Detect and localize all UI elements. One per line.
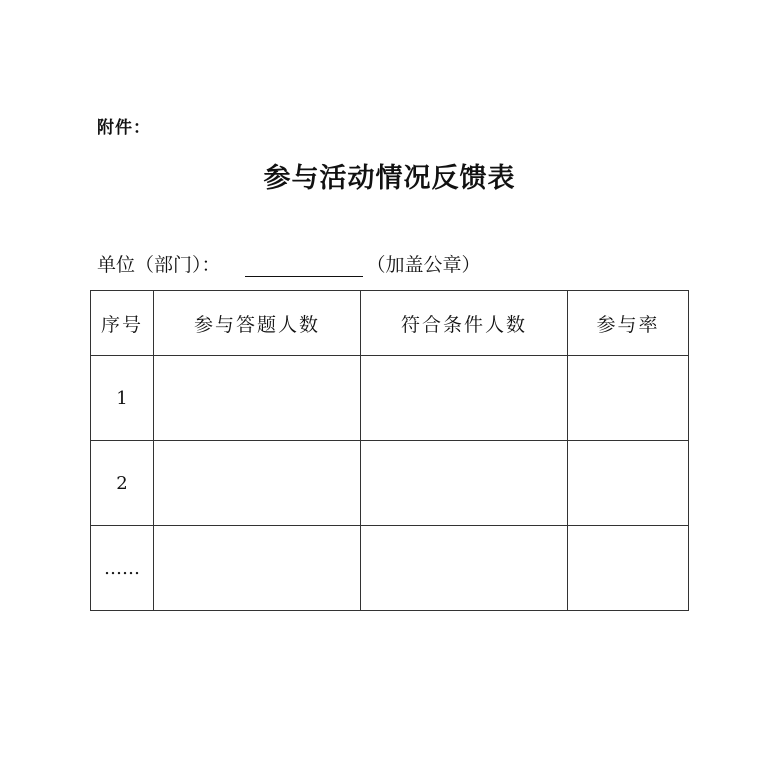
row-seq-cell: 1 <box>91 356 154 441</box>
feedback-table <box>90 290 689 611</box>
header-rate: 参与率 <box>568 291 689 356</box>
seal-note: （加盖公章） <box>366 254 481 276</box>
participants-cell[interactable] <box>154 441 361 526</box>
rate-cell[interactable] <box>568 356 689 441</box>
qualified-cell[interactable] <box>361 356 568 441</box>
qualified-cell[interactable] <box>361 441 568 526</box>
unit-blank-field[interactable] <box>245 254 363 277</box>
row-seq-cell: 2 <box>91 441 154 526</box>
participants-cell[interactable] <box>154 526 361 611</box>
table-row <box>91 526 689 611</box>
row-seq-cell: …… <box>91 526 154 611</box>
rate-cell[interactable] <box>568 441 689 526</box>
participants-cell[interactable] <box>154 356 361 441</box>
page-title: 参与活动情况反馈表 <box>263 163 516 194</box>
table-header-row <box>91 291 689 356</box>
unit-line <box>97 250 481 277</box>
table-row <box>91 356 689 441</box>
attachment-label: 附件： <box>97 118 151 138</box>
header-qualified: 符合条件人数 <box>361 291 568 356</box>
qualified-cell[interactable] <box>361 526 568 611</box>
rate-cell[interactable] <box>568 526 689 611</box>
unit-label: 单位（部门）： <box>97 254 221 276</box>
header-participants: 参与答题人数 <box>154 291 361 356</box>
table-row <box>91 441 689 526</box>
header-seq: 序号 <box>91 291 154 356</box>
